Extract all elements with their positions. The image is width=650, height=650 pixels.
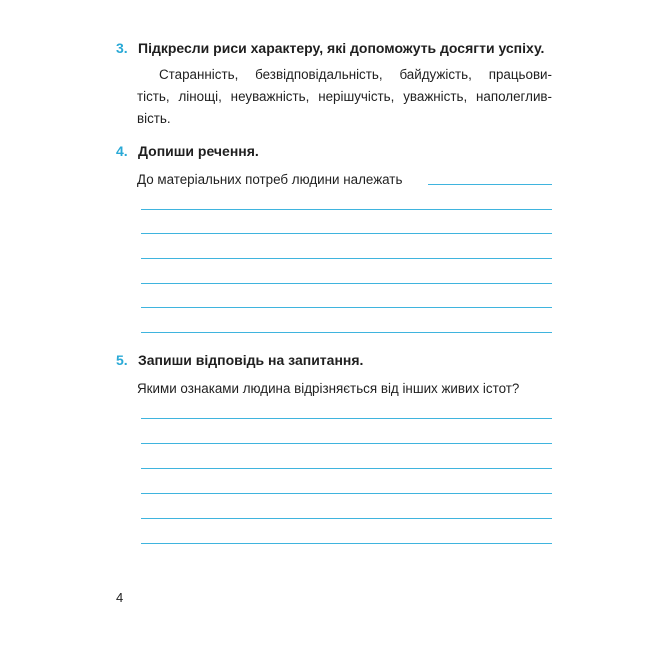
task-5-instruction: Запиши відповідь на запитання. xyxy=(138,352,364,368)
task-5-heading xyxy=(116,352,363,368)
task-5-answer-line-3[interactable] xyxy=(141,468,552,469)
task-3-text-line-3: вість. xyxy=(137,111,171,126)
task-5-question: Якими ознаками людина відрізняється від інших живих істот? xyxy=(137,381,520,396)
task-4-number: 4. xyxy=(116,143,128,159)
task-3-instruction: Підкресли риси характеру, які допоможуть досягти успіху. xyxy=(138,40,545,56)
task-4-prompt: До матеріальних потреб людини належать xyxy=(137,172,403,187)
task-4-answer-line-1[interactable] xyxy=(141,209,552,210)
task-5-answer-line-4[interactable] xyxy=(141,493,552,494)
task-3-text-line-2: тість, лінощі, неуважність, нерішучість, уважність, наполеглив- xyxy=(137,89,552,104)
task-4-instruction: Допиши речення. xyxy=(138,143,259,159)
task-3-word-list xyxy=(137,64,552,130)
task-5-number: 5. xyxy=(116,352,128,368)
task-4-answer-line-4[interactable] xyxy=(141,283,552,284)
task-4-heading xyxy=(116,143,259,159)
page-number: 4 xyxy=(116,590,124,605)
task-5-answer-line-1[interactable] xyxy=(141,418,552,419)
task-4-answer-line-3[interactable] xyxy=(141,258,552,259)
task-4-answer-line-5[interactable] xyxy=(141,307,552,308)
task-4-answer-line-2[interactable] xyxy=(141,233,552,234)
task-4-inline-answer-line[interactable] xyxy=(428,184,552,185)
task-4-answer-line-6[interactable] xyxy=(141,332,552,333)
task-5-answer-line-6[interactable] xyxy=(141,543,552,544)
task-5-answer-line-2[interactable] xyxy=(141,443,552,444)
task-3-heading xyxy=(116,40,544,56)
task-5-answer-line-5[interactable] xyxy=(141,518,552,519)
task-3-text-line-1: Старанність, безвідповідальність, байдужість, працьови- xyxy=(159,67,552,82)
task-3-number: 3. xyxy=(116,40,128,56)
